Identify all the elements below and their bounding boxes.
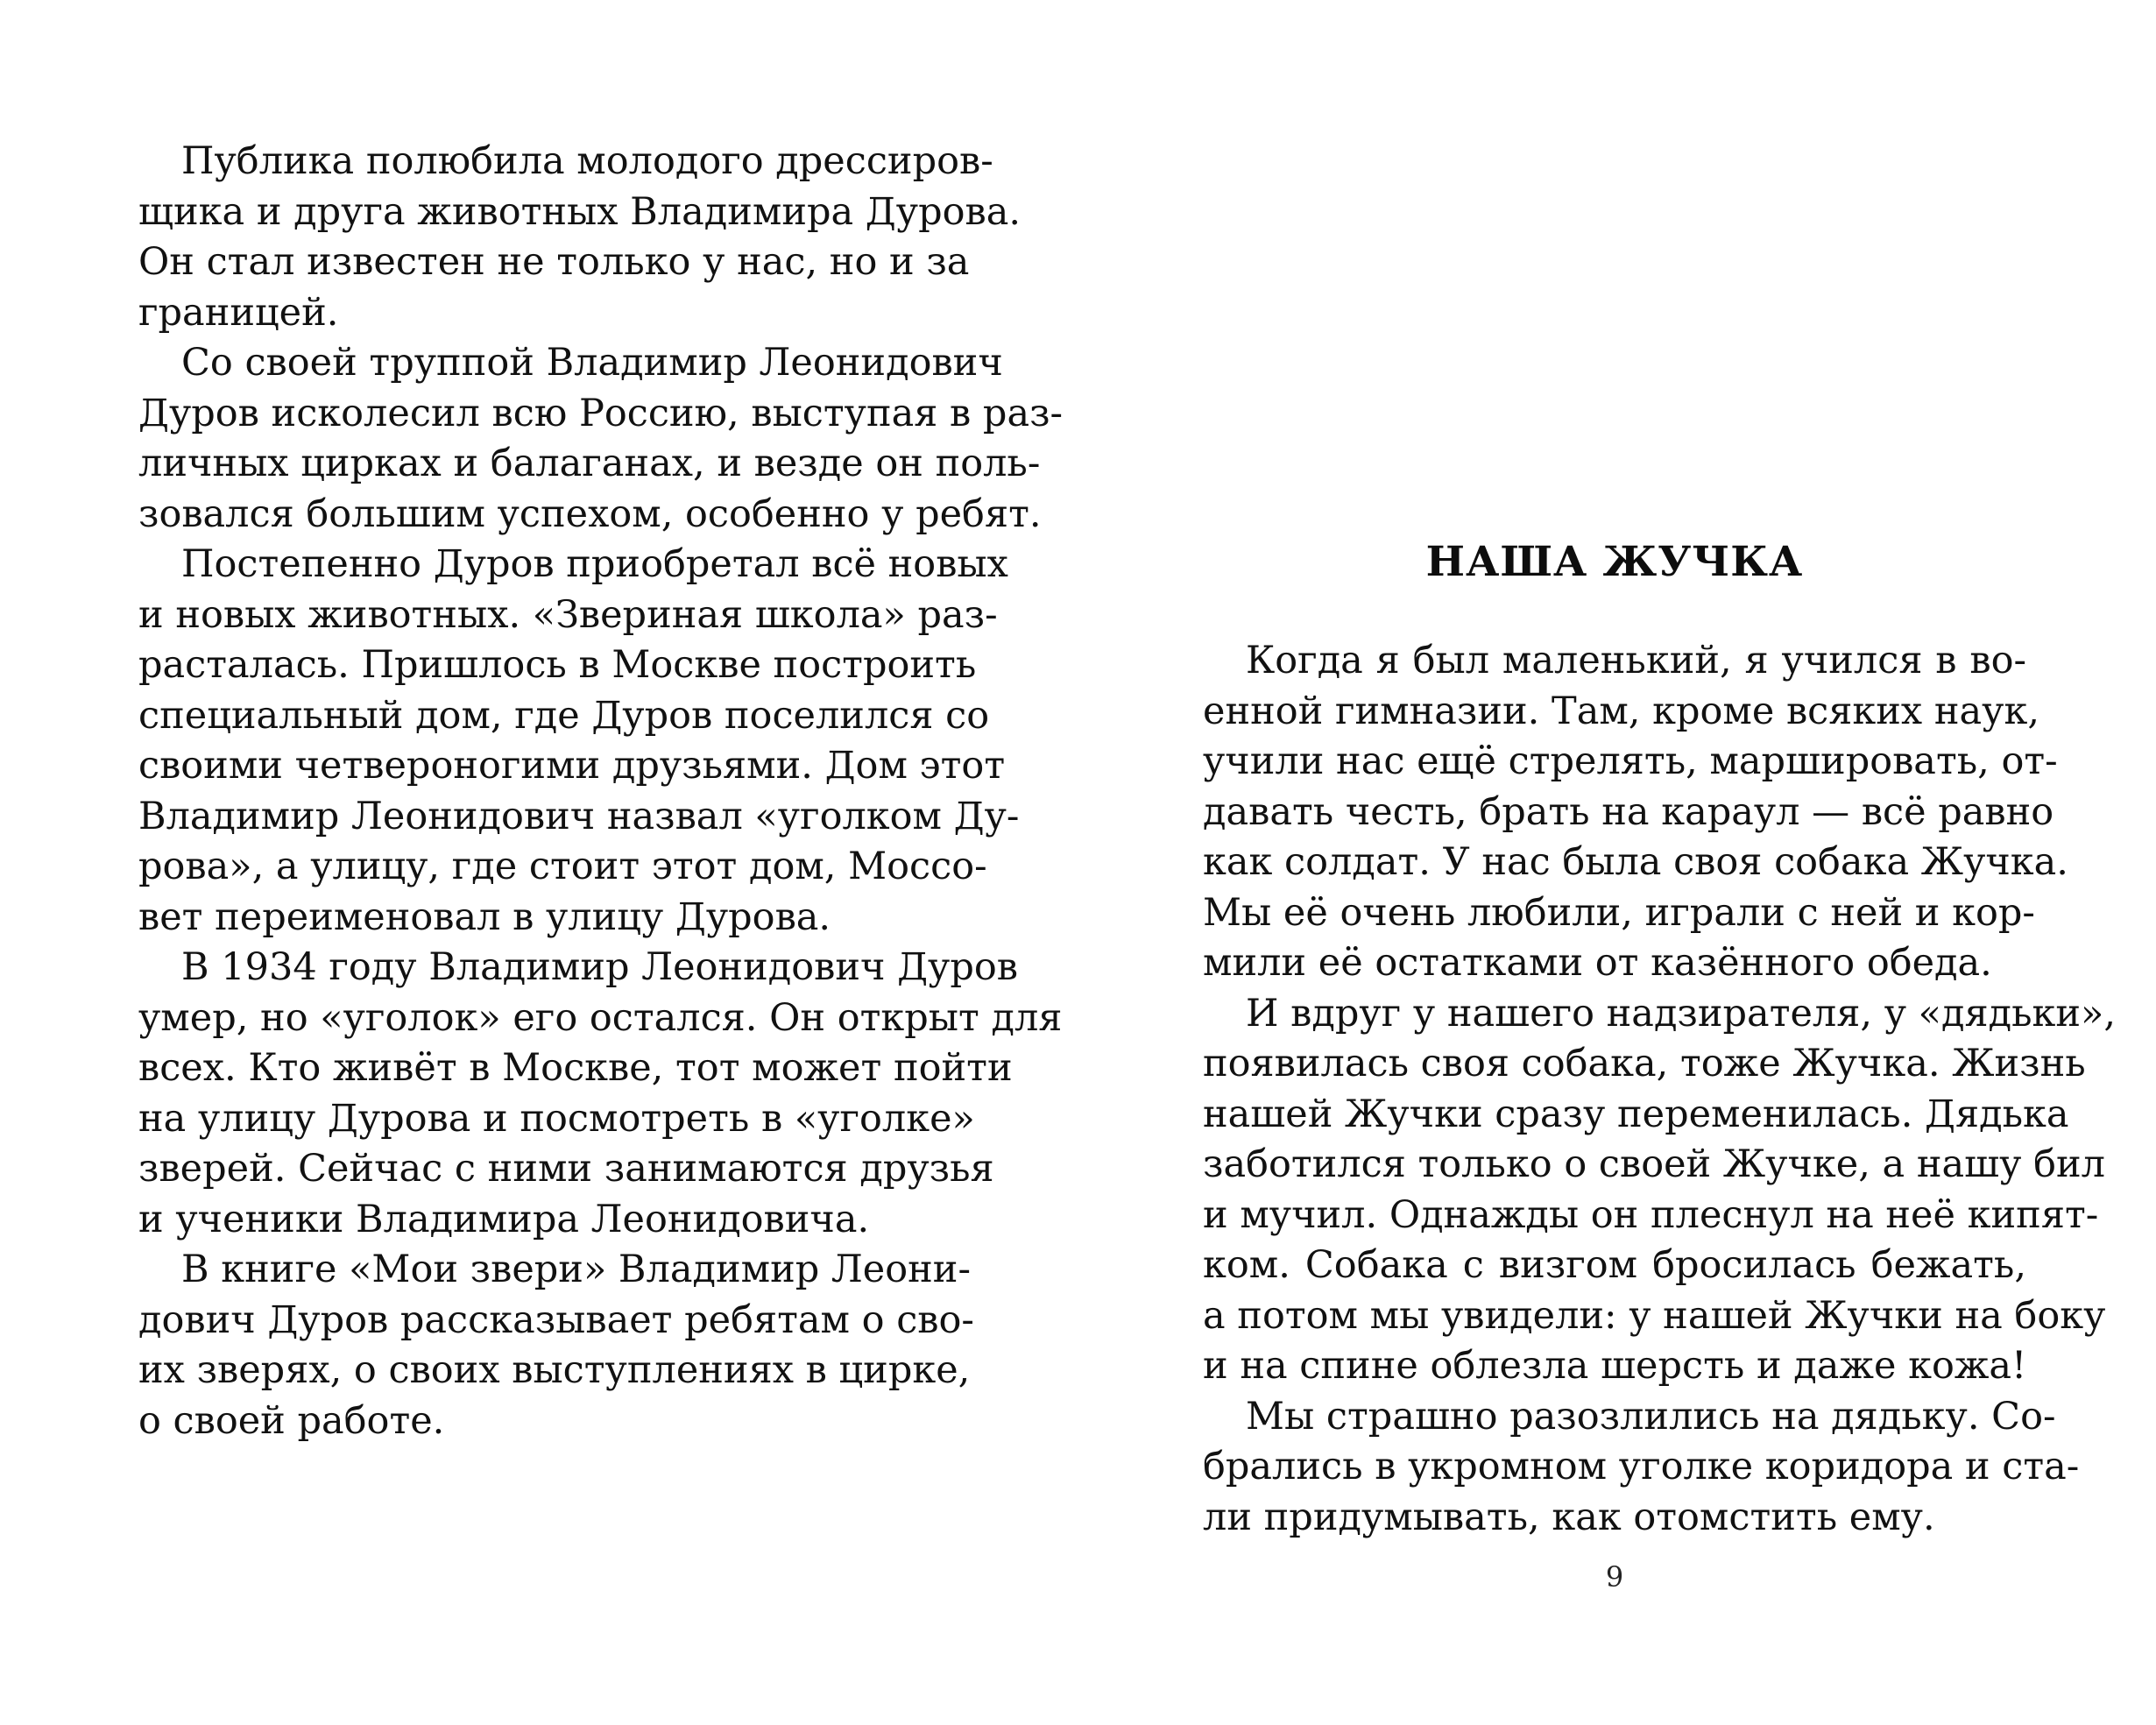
right-page-text <box>1203 636 2116 1543</box>
text-line: В книге «Мои звери» Владимир Леони- <box>181 1248 971 1291</box>
text-line: границей. <box>138 290 339 335</box>
text-line: Дуров исколесил всю Россию, выступая в раз- <box>138 391 1064 435</box>
paragraph <box>138 137 1021 338</box>
text-line: специальный дом, где Дуров поселился со <box>138 693 990 738</box>
text-line: умер, но «уголок» его остался. Он открыт для <box>138 995 1063 1040</box>
text-line: Со своей труппой Владимир Леонидович <box>181 341 1003 385</box>
text-line: Постепенно Дуров приобретал всё новых <box>181 542 1008 586</box>
text-line: и ученики Владимира Леонидовича. <box>138 1197 870 1241</box>
text-line: и новых животных. «Звериная школа» раз- <box>138 592 998 637</box>
paragraph <box>1203 989 2116 1392</box>
paragraph <box>1203 636 2068 989</box>
left-page-text <box>138 137 1064 1446</box>
text-line: на улицу Дурова и посмотреть в «уголке» <box>138 1096 975 1141</box>
page-number: 9 <box>1605 1560 1624 1594</box>
text-line: Когда я был маленький, я учился в во- <box>1246 639 2026 682</box>
text-line: о своей работе. <box>138 1398 445 1443</box>
paragraph <box>138 1245 974 1446</box>
text-line: ли придумывать, как отомстить ему. <box>1203 1495 1935 1539</box>
paragraph <box>138 540 1020 943</box>
text-line: Он стал известен не только у нас, но и за <box>138 240 970 284</box>
text-line: дович Дуров рассказывает ребятам о сво- <box>138 1297 974 1342</box>
text-line: нашей Жучки сразу переменилась. Дядька <box>1203 1092 2069 1136</box>
text-line: И вдруг у нашего надзирателя, у «дядьки», <box>1246 991 2116 1036</box>
text-line: как солдат. У нас была своя собака Жучка. <box>1203 840 2068 884</box>
text-line: зовался большим успехом, особенно у ребят. <box>138 491 1042 536</box>
text-line: Мы страшно разозлились на дядьку. Со- <box>1246 1394 2056 1439</box>
text-line: учили нас ещё стрелять, маршировать, от- <box>1203 739 2058 783</box>
text-line: брались в укромном уголке коридора и ста- <box>1203 1445 2080 1488</box>
text-line: а потом мы увидели: у нашей Жучки на боку <box>1203 1293 2106 1338</box>
chapter-title: НАША ЖУЧКА <box>1425 538 1804 586</box>
text-line: Мы её очень любили, играли с ней и кор- <box>1203 890 2035 935</box>
text-line: расталась. Пришлось в Москве построить <box>138 643 977 687</box>
text-line: давать честь, брать на караул — всё равно <box>1203 789 2054 834</box>
text-line: вет переименовал в улицу Дурова. <box>138 894 831 939</box>
text-line: всех. Кто живёт в Москве, тот может пойти <box>138 1046 1013 1090</box>
text-line: щика и друга животных Владимира Дурова. <box>138 189 1021 234</box>
text-line: их зверях, о своих выступлениях в цирке, <box>138 1348 971 1392</box>
text-line: Владимир Леонидович назвал «уголком Ду- <box>138 794 1020 838</box>
text-line: В 1934 году Владимир Леонидович Дуров <box>181 945 1018 989</box>
text-line: и на спине облезла шерсть и даже кожа! <box>1203 1344 2027 1388</box>
text-line: ком. Собака с визгом бросилась бежать, <box>1203 1243 2026 1287</box>
text-line: и мучил. Однажды он плеснул на неё кипят- <box>1203 1192 2099 1237</box>
paragraph <box>138 338 1064 540</box>
text-line: мили её остатками от казённого обеда. <box>1203 941 1992 985</box>
text-line: Публика полюбила молодого дрессиров- <box>181 139 993 183</box>
text-line: енной гимназии. Там, кроме всяких наук, <box>1203 689 2039 733</box>
text-line: появилась своя собака, тоже Жучка. Жизнь <box>1203 1042 2086 1085</box>
text-line: личных цирках и балаганах, и везде он поль- <box>138 442 1041 485</box>
paragraph <box>1203 1392 2080 1544</box>
paragraph <box>138 943 1063 1245</box>
text-line: своими четвероногими друзьями. Дом этот <box>138 744 1006 788</box>
text-line: заботился только о своей Жучке, а нашу бил <box>1203 1142 2105 1186</box>
text-line: зверей. Сейчас с ними занимаются друзья <box>138 1147 994 1191</box>
text-line: рова», а улицу, где стоит этот дом, Моссо- <box>138 845 987 888</box>
right-page <box>1078 0 2156 1725</box>
